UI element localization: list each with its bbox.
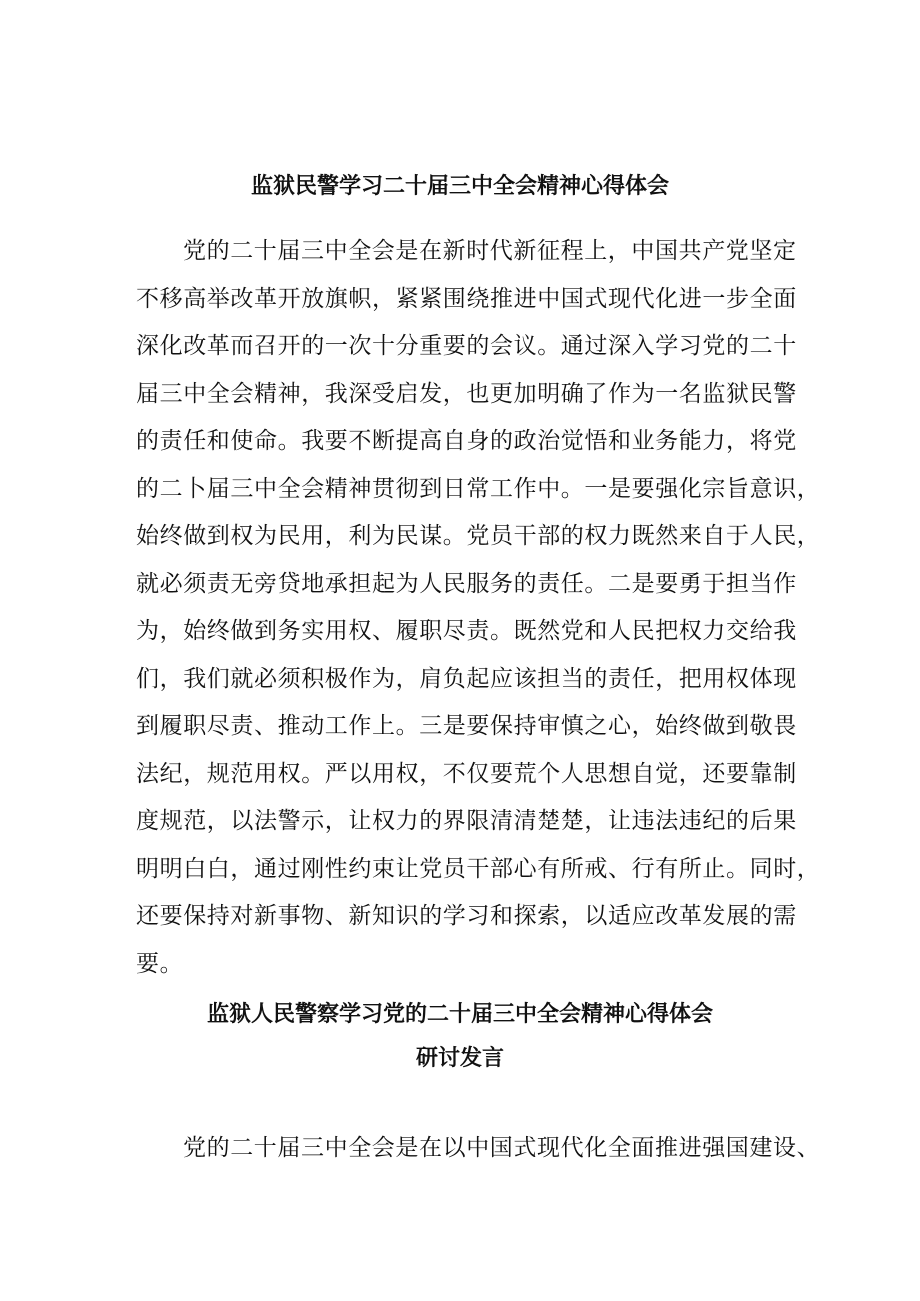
paragraph-line: 的责任和使命。我要不断提高自身的政治觉悟和业务能力，将党 — [136, 428, 797, 454]
paragraph-line: 为，始终做到务实用权、履职尽责。既然党和人民把权力交给我 — [136, 618, 797, 644]
paragraph-line: 明明白白，通过刚性约束让党员干部心有所戒、行有所止。同时， — [136, 856, 821, 882]
document-title: 监狱民警学习二十届三中全会精神心得体会 — [250, 174, 669, 199]
paragraph-line: 始终做到权为民用，利为民谋。党员干部的权力既然来自于人民， — [136, 523, 821, 549]
paragraph-line: 深化改革而召开的一次十分重要的会议。通过深入学习党的二十 — [136, 333, 797, 359]
paragraph-line: 党的二十届三中全会是在新时代新征程上，中国共产党坚定 — [183, 238, 797, 264]
paragraph-line: 不移高举改革开放旗帜，紧紧围绕推进中国式现代化进一步全面 — [136, 286, 797, 312]
section-title: 监狱人民警察学习党的二十届三中全会精神心得体会 — [206, 1002, 713, 1027]
paragraph-line: 党的二十届三中全会是在以中国式现代化全面推进强国建设、 — [183, 1135, 821, 1161]
paragraph-line: 就必须责无旁贷地承担起为人民服务的责任。二是要勇于担当作 — [136, 571, 797, 597]
paragraph-line: 届三中全会精神，我深受启发，也更加明确了作为一名监狱民警 — [136, 381, 797, 407]
paragraph-line: 度规范，以法警示，让权力的界限清清楚楚，让违法违纪的后果 — [136, 808, 797, 834]
paragraph-line: 要。 — [136, 951, 184, 977]
paragraph-line: 的二卜届三中全会精神贯彻到日常工作中。一是要强化宗旨意识， — [136, 476, 821, 502]
section-subtitle: 研讨发言 — [415, 1046, 504, 1071]
paragraph-line: 们，我们就必须积极作为，肩负起应该担当的责任，把用权体现 — [136, 666, 797, 692]
paragraph-line: 法纪，规范用权。严以用权，不仅要荒个人思想自觉，还要靠制 — [136, 761, 797, 787]
paragraph-line: 到履职尽责、推动工作上。三是要保持审慎之心，始终做到敬畏 — [136, 713, 797, 739]
paragraph-line: 还要保持对新事物、新知识的学习和探索，以适应改革发展的需 — [136, 903, 797, 929]
